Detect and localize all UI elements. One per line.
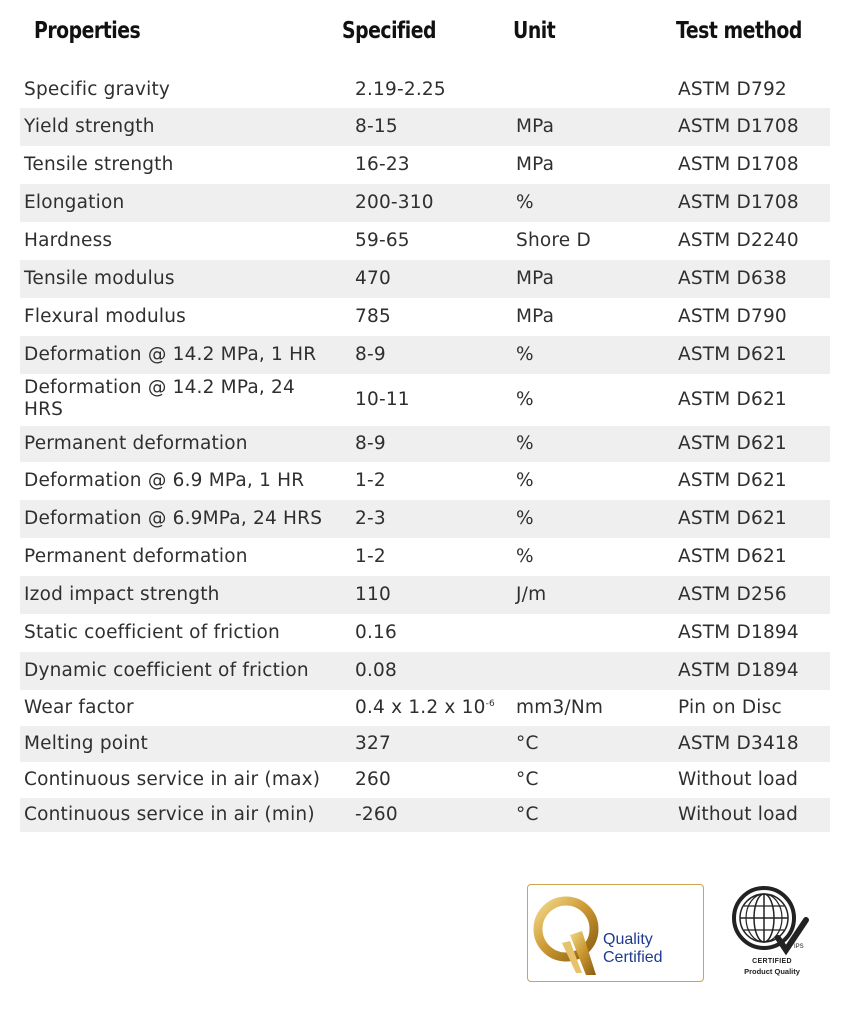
table-row (20, 726, 830, 762)
quality-text: Quality (603, 931, 653, 948)
specified-cell (355, 116, 398, 137)
specified-cell (355, 268, 391, 289)
table-row (20, 762, 830, 798)
header-specified: Specified (342, 18, 437, 44)
table-row (20, 298, 830, 336)
header-properties: Properties (34, 18, 141, 44)
test-method-cell: ASTM D621 (678, 389, 787, 410)
specified-cell (355, 804, 398, 825)
property-cell: Deformation @ 14.2 MPa, 1 HR (24, 344, 317, 365)
unit-cell: % (516, 389, 534, 410)
specified-value: 1-2 (355, 470, 386, 491)
specified-value: -260 (355, 804, 398, 825)
specified-value: 8-15 (355, 116, 398, 137)
test-method-cell: ASTM D1708 (678, 192, 799, 213)
specified-value: 110 (355, 584, 391, 605)
specified-value: 0.16 (355, 622, 397, 643)
property-cell: Wear factor (24, 697, 134, 718)
property-cell: Specific gravity (24, 79, 171, 100)
unit-cell: J/m (516, 584, 547, 605)
test-method-cell: ASTM D621 (678, 433, 787, 454)
test-method-cell: ASTM D2240 (678, 230, 799, 251)
table-row (20, 652, 830, 690)
test-method-cell: ASTM D621 (678, 546, 787, 567)
specified-cell (355, 306, 391, 327)
test-method-cell: ASTM D3418 (678, 733, 799, 754)
specified-cell (355, 192, 434, 213)
test-method-cell: ASTM D792 (678, 79, 787, 100)
specified-value: 2-3 (355, 508, 386, 529)
specified-cell (355, 433, 386, 454)
unit-cell: % (516, 344, 534, 365)
property-cell: Melting point (24, 733, 149, 754)
specified-cell (355, 660, 397, 681)
header-test-method: Test method (676, 18, 802, 44)
property-cell: Permanent deformation (24, 433, 248, 454)
certified-text: Certified (603, 949, 663, 966)
specified-cell (355, 344, 386, 365)
specified-cell (355, 79, 446, 100)
table-row (20, 614, 830, 652)
table-header (0, 14, 853, 54)
property-cell: Elongation (24, 192, 125, 213)
unit-cell: % (516, 508, 534, 529)
test-method-cell: ASTM D1894 (678, 622, 799, 643)
specified-cell (355, 697, 495, 718)
table-row (20, 462, 830, 500)
test-method-cell: ASTM D621 (678, 470, 787, 491)
table-row (20, 374, 830, 426)
unit-cell: Shore D (516, 230, 591, 251)
globe-check-icon (722, 880, 822, 960)
property-cell: Izod impact strength (24, 584, 220, 605)
specified-cell (355, 584, 391, 605)
specified-value: 16-23 (355, 154, 410, 175)
unit-cell: mm3/Nm (516, 697, 604, 718)
specified-cell (355, 230, 410, 251)
property-cell: Flexural modulus (24, 306, 186, 327)
header-unit: Unit (513, 18, 556, 44)
table-row (20, 260, 830, 298)
property-cell: Dynamic coefficient of friction (24, 660, 309, 681)
test-method-cell: Without load (678, 769, 799, 790)
specified-value: 10-11 (355, 389, 410, 410)
test-method-cell: ASTM D1708 (678, 116, 799, 137)
unit-cell: MPa (516, 154, 555, 175)
unit-cell: MPa (516, 268, 555, 289)
properties-table (20, 72, 830, 832)
unit-cell: % (516, 546, 534, 567)
table-row (20, 184, 830, 222)
table-row (20, 538, 830, 576)
test-method-cell: ASTM D1708 (678, 154, 799, 175)
property-cell: Tensile strength (24, 154, 174, 175)
specified-value: 785 (355, 306, 391, 327)
certified-text: CERTIFIED (752, 958, 792, 965)
specified-cell (355, 508, 386, 529)
unit-cell: °C (516, 804, 539, 825)
property-cell: Continuous service in air (min) (24, 804, 315, 825)
property-cell: Hardness (24, 230, 113, 251)
test-method-cell: ASTM D621 (678, 508, 787, 529)
test-method-cell: ASTM D1894 (678, 660, 799, 681)
table-row (20, 222, 830, 260)
test-method-cell: Without load (678, 804, 799, 825)
unit-cell: % (516, 433, 534, 454)
specified-cell (355, 154, 410, 175)
table-row (20, 576, 830, 614)
table-row (20, 798, 830, 832)
table-row (20, 426, 830, 462)
specified-cell (355, 546, 386, 567)
specified-value: 327 (355, 733, 391, 754)
table-row (20, 690, 830, 726)
property-cell: Yield strength (24, 116, 155, 137)
table-row (20, 72, 830, 108)
property-cell: Deformation @ 6.9MPa, 24 HRS (24, 508, 323, 529)
specified-cell (355, 389, 410, 410)
quality-q-logo-icon (532, 891, 604, 977)
property-cell: Static coefficient of friction (24, 622, 280, 643)
test-method-cell: ASTM D638 (678, 268, 787, 289)
specified-value: 1-2 (355, 546, 386, 567)
test-method-cell: ASTM D790 (678, 306, 787, 327)
specified-value: 8-9 (355, 344, 386, 365)
specified-cell (355, 470, 386, 491)
test-method-cell: ASTM D621 (678, 344, 787, 365)
specified-exponent: -6 (485, 699, 495, 709)
table-row (20, 500, 830, 538)
property-cell: Permanent deformation (24, 546, 248, 567)
svg-text:IPS: IPS (794, 944, 804, 950)
specified-value: 59-65 (355, 230, 410, 251)
unit-cell: MPa (516, 306, 555, 327)
unit-cell: MPa (516, 116, 555, 137)
specified-cell (355, 733, 391, 754)
unit-cell: °C (516, 733, 539, 754)
quality-certified-badge (527, 884, 704, 982)
specified-value: 0.08 (355, 660, 397, 681)
table-row (20, 146, 830, 184)
specified-value: 8-9 (355, 433, 386, 454)
property-cell: Deformation @ 6.9 MPa, 1 HR (24, 470, 305, 491)
certified-product-quality-badge (722, 880, 822, 980)
product-quality-text: Product Quality (744, 967, 800, 976)
specified-value: 200-310 (355, 192, 434, 213)
unit-cell: % (516, 470, 534, 491)
table-row (20, 108, 830, 146)
property-cell: Continuous service in air (max) (24, 769, 321, 790)
test-method-cell: Pin on Disc (678, 697, 782, 718)
specified-value: 2.19-2.25 (355, 79, 446, 100)
unit-cell: % (516, 192, 534, 213)
table-row (20, 336, 830, 374)
specified-value: 470 (355, 268, 391, 289)
specified-value: 0.4 x 1.2 x 10 (355, 697, 486, 718)
property-cell: Deformation @ 14.2 MPa, 24 HRS (24, 377, 295, 420)
specified-cell (355, 622, 397, 643)
specified-cell (355, 769, 391, 790)
specified-value: 260 (355, 769, 391, 790)
unit-cell: °C (516, 769, 539, 790)
property-cell: Tensile modulus (24, 268, 175, 289)
test-method-cell: ASTM D256 (678, 584, 787, 605)
